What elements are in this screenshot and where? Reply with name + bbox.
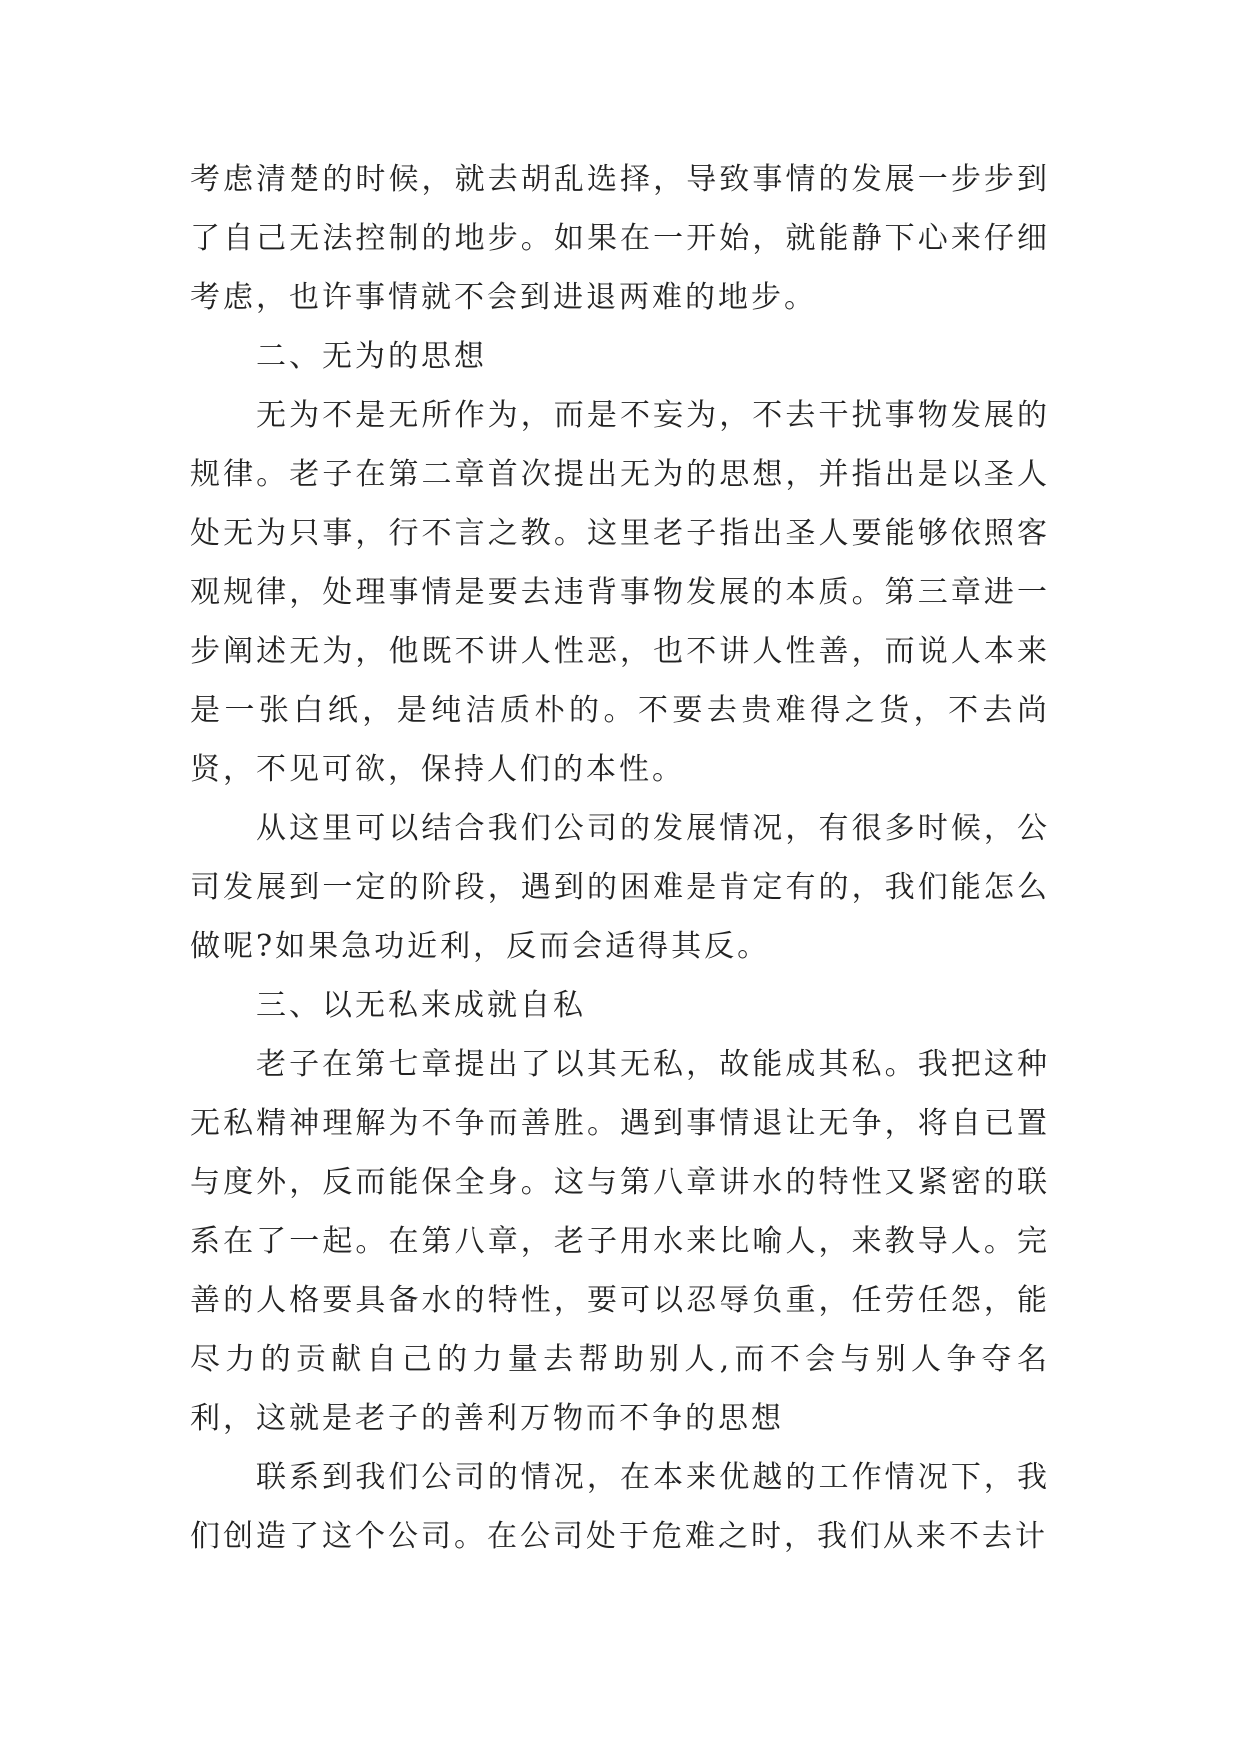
document-page [190, 150, 1050, 1566]
paragraph-continuation: 考虑清楚的时候，就去胡乱选择，导致事情的发展一步步到了自己无法控制的地步。如果在一开始，就能静下心来仔细考虑，也许事情就不会到进退两难的地步。 [190, 162, 1050, 315]
section-heading-selflessness: 三、以无私来成就自私 [256, 988, 586, 1023]
paragraph-company-situation: 联系到我们公司的情况，在本来优越的工作情况下，我们创造了这个公司。在公司处于危难之时，我们从来不去计 [190, 1460, 1050, 1554]
paragraph-company-development: 从这里可以结合我们公司的发展情况，有很多时候，公司发展到一定的阶段，遇到的困难是肯定有的，我们能怎么做呢?如果急功近利，反而会适得其反。 [190, 811, 1050, 964]
paragraph-wuwei: 无为不是无所作为，而是不妄为，不去干扰事物发展的规律。老子在第二章首次提出无为的思想，并指出是以圣人处无为只事，行不言之教。这里老子指出圣人要能够依照客观规律，处理事情是要去违背事物发展的本质。第三章进一步阐述无为，他既不讲人性恶，也不讲人性善，而说人本来是一张白纸，是纯洁质朴的。不要去贵难得之货，不去尚贤，不见可欲，保持人们的本性。 [190, 398, 1050, 787]
paragraph-selflessness: 老子在第七章提出了以其无私，故能成其私。我把这种无私精神理解为不争而善胜。遇到事情退让无争，将自已置与度外，反而能保全身。这与第八章讲水的特性又紧密的联系在了一起。在第八章，老子用水来比喻人，来教导人。完善的人格要具备水的特性，要可以忍辱负重，任劳任怨，能尽力的贡献自己的力量去帮助别人,而不会与别人争夺名利，这就是老子的善利万物而不争的思想 [190, 1047, 1050, 1436]
section-heading-wuwei: 二、无为的思想 [256, 339, 487, 374]
